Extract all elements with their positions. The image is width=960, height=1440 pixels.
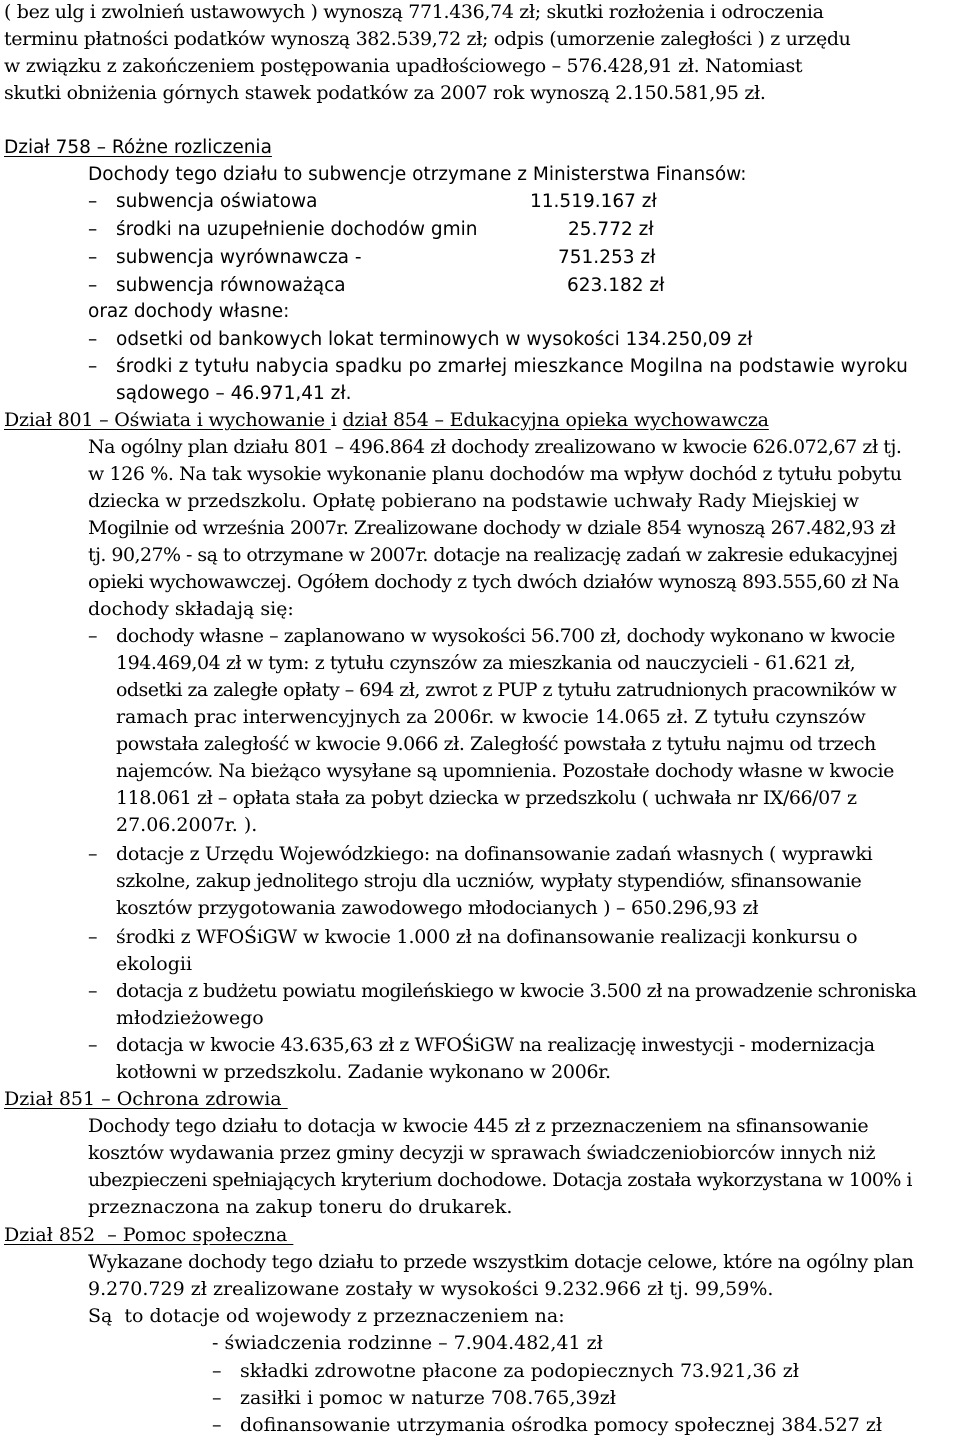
item-text: zasiłki i pomoc w naturze 708.765,39zł (240, 1387, 616, 1409)
item-label: środki na uzupełnienie dochodów gmin (116, 219, 478, 240)
text-line: w związku z zakończeniem postępowania upadłościowego – 576.428,91 zł. Natomiast (4, 55, 803, 77)
text-line: Na ogólny plan działu 801 – 496.864 zł dochody zrealizowano w kwocie 626.072,67 zł tj. (88, 436, 902, 458)
text-line: dotacja z budżetu powiatu mogileńskiego w kwocie 3.500 zł na prowadzenie schroniska (116, 980, 917, 1002)
item-amount: 623.182 zł (567, 275, 665, 296)
text-line: dotacja w kwocie 43.635,63 zł z WFOŚiGW na realizację inwestycji - modernizacja (116, 1034, 875, 1056)
list-item (0, 1032, 960, 1087)
list-item (0, 1330, 960, 1357)
section-758-list (0, 188, 960, 300)
text-line: kosztów wydawania przez gminy decyzji w sprawach świadczeniobiorców innych niż (88, 1142, 876, 1164)
section-801-paragraph (88, 434, 955, 623)
dash-bullet: – (212, 1414, 222, 1436)
section-heading-758: Dział 758 – Różne rozliczenia (4, 137, 272, 158)
text-line: opieki wychowawczej. Ogółem dochody z tych dwóch działów wynoszą 893.555,60 zł Na (88, 571, 899, 593)
text-line: 194.469,04 zł w tym: z tytułu czynszów za mieszkania od nauczycieli - 61.621 zł, (116, 652, 856, 674)
text-line: ekologii (116, 953, 193, 975)
text-line: 118.061 zł – opłata stała za pobyt dziecka w przedszkolu ( uchwała nr IX/66/07 z (116, 787, 857, 809)
section-heading-852: Dział 852 – Pomoc społeczna (4, 1224, 294, 1246)
dash-bullet: – (88, 926, 98, 948)
dash-bullet: – (88, 329, 98, 350)
dash-bullet: – (88, 843, 98, 865)
dash-bullet: – (88, 219, 98, 240)
text-line: ramach prac interwencyjnych za 2006r. w kwocie 14.065 zł. Z tytułu czynszów (116, 706, 866, 728)
text-line: skutki obniżenia górnych stawek podatków za 2007 rok wynoszą 2.150.581,95 zł. (4, 82, 766, 104)
text-line: ( bez ulg i zwolnień ustawowych ) wynoszą 771.436,74 zł; skutki rozłożenia i odroczenia (4, 1, 824, 23)
list-item (0, 188, 960, 215)
dash-bullet: – (88, 980, 98, 1002)
list-item (0, 244, 960, 271)
item-amount: 25.772 zł (568, 219, 654, 240)
dash-bullet: – (88, 275, 98, 296)
dash-bullet: – (88, 191, 98, 212)
text-line: odsetki za zaległe opłaty – 694 zł, zwrot z PUP z tytułu zatrudnionych pracowników w (116, 679, 897, 701)
text-line: Dochody tego działu to dotacja w kwocie 445 zł z przeznaczeniem na sfinansowanie (88, 1115, 869, 1137)
text-line: Wykazane dochody tego działu to przede wszystkim dotacje celowe, które na ogólny plan (88, 1251, 914, 1273)
text-line: przeznaczona na zakup toneru do drukarek. (88, 1196, 513, 1218)
heading-joiner: i (330, 409, 343, 431)
list-item (0, 353, 960, 409)
dash-bullet: – (88, 1034, 98, 1056)
dash-bullet: – (212, 1387, 222, 1409)
dash-bullet: – (88, 356, 98, 377)
text-line: najemców. Na bieżąco wysyłane są upomnienia. Pozostałe dochody własne w kwocie (116, 760, 894, 782)
item-label: subwencja wyrównawcza - (116, 247, 362, 268)
text-line: dziecka w przedszkolu. Opłatę pobierano na podstawie uchwały Rady Miejskiej w (88, 490, 859, 512)
text-line: kotłowni w przedszkolu. Zadanie wykonano w 2006r. (116, 1061, 611, 1083)
section-852-paragraph (88, 1249, 955, 1303)
dash-bullet: – (88, 247, 98, 268)
text-line: 27.06.2007r. ). (116, 814, 258, 836)
text-line: 9.270.729 zł zrealizowane zostały w wysokości 9.232.966 zł tj. 99,59%. (88, 1278, 774, 1300)
section-801-list (0, 623, 960, 1086)
text-line: powstała zaległość w kwocie 9.066 zł. Zaległość powstała z tytułu najmu od trzech (116, 733, 876, 755)
dash-bullet: – (88, 625, 98, 647)
text-line: dochody składają się: (88, 598, 294, 620)
list-item (0, 1385, 960, 1412)
item-amount: 751.253 zł (558, 247, 656, 268)
list-item (0, 978, 960, 1033)
item-text: odsetki od bankowych lokat terminowych w wysokości 134.250,09 zł (116, 329, 753, 350)
text-line: Mogilnie od września 2007r. Zrealizowane dochody w dziale 854 wynoszą 267.482,93 zł (88, 517, 896, 539)
text-line: tj. 90,27% - są to otrzymane w 2007r. dotacje na realizację zadań w zakresie edukacyjnej (88, 544, 898, 566)
intro-paragraph (4, 0, 957, 107)
item-text: składki zdrowotne płacone za podopiecznych 73.921,36 zł (240, 1360, 799, 1382)
item-label: subwencja równoważąca (116, 275, 346, 296)
text-line: młodzieżowego (116, 1007, 264, 1029)
text-line: ubezpieczeni spełniających kryterium dochodowe. Dotacja została wykorzystana w 100% i (88, 1169, 912, 1191)
text-line: kosztów przygotowania zawodowego młodocianych ) – 650.296,93 zł (116, 897, 759, 919)
text-line: dochody własne – zaplanowano w wysokości 56.700 zł, dochody wykonano w kwocie (116, 625, 895, 647)
section-758-intro: Dochody tego działu to subwencje otrzymane z Ministerstwa Finansów: (88, 164, 747, 185)
text-line: w 126 %. Na tak wysokie wykonanie planu dochodów ma wpływ dochód z tytułu pobytu (88, 463, 902, 485)
list-item (0, 841, 960, 923)
item-text: - świadczenia rodzinne – 7.904.482,41 zł (212, 1332, 603, 1354)
section-852-intro: Są to dotacje od wojewody z przeznaczeniem na: (88, 1305, 565, 1327)
text-line: sądowego – 46.971,41 zł. (116, 383, 352, 404)
list-item (0, 326, 960, 353)
item-amount: 11.519.167 zł (530, 191, 657, 212)
list-item (0, 924, 960, 979)
list-item (0, 1412, 960, 1439)
text-line: środki z tytułu nabycia spadku po zmarłej mieszkance Mogilna na podstawie wyroku (116, 356, 909, 377)
list-item (0, 216, 960, 243)
item-text: dofinansowanie utrzymania ośrodka pomocy społecznej 384.527 zł (240, 1414, 883, 1436)
dash-bullet: – (212, 1360, 222, 1382)
text-line: terminu płatności podatków wynoszą 382.539,72 zł; odpis (umorzenie zaległości ) z urzędu (4, 28, 851, 50)
section-heading-801-854 (4, 407, 769, 434)
section-758-own-list (0, 326, 960, 410)
text-line: środki z WFOŚiGW w kwocie 1.000 zł na dofinansowanie realizacji konkursu o (116, 926, 858, 948)
list-item (0, 1358, 960, 1385)
section-heading-854: dział 854 – Edukacyjna opieka wychowawcza (342, 409, 769, 431)
section-heading-851: Dział 851 – Ochrona zdrowia (4, 1088, 288, 1110)
list-item (0, 272, 960, 299)
item-label: subwencja oświatowa (116, 191, 318, 212)
section-heading-801: Dział 801 – Oświata i wychowanie (4, 409, 331, 431)
text-line: dotacje z Urzędu Wojewódzkiego: na dofinansowanie zadań własnych ( wyprawki (116, 843, 873, 865)
list-item (0, 623, 960, 839)
section-852-list (0, 1330, 960, 1440)
section-758-own-intro: oraz dochody własne: (88, 301, 290, 322)
text-line: szkolne, zakup jednolitego stroju dla uczniów, wypłaty stypendiów, sfinansowanie (116, 870, 862, 892)
section-851-paragraph (88, 1113, 955, 1221)
